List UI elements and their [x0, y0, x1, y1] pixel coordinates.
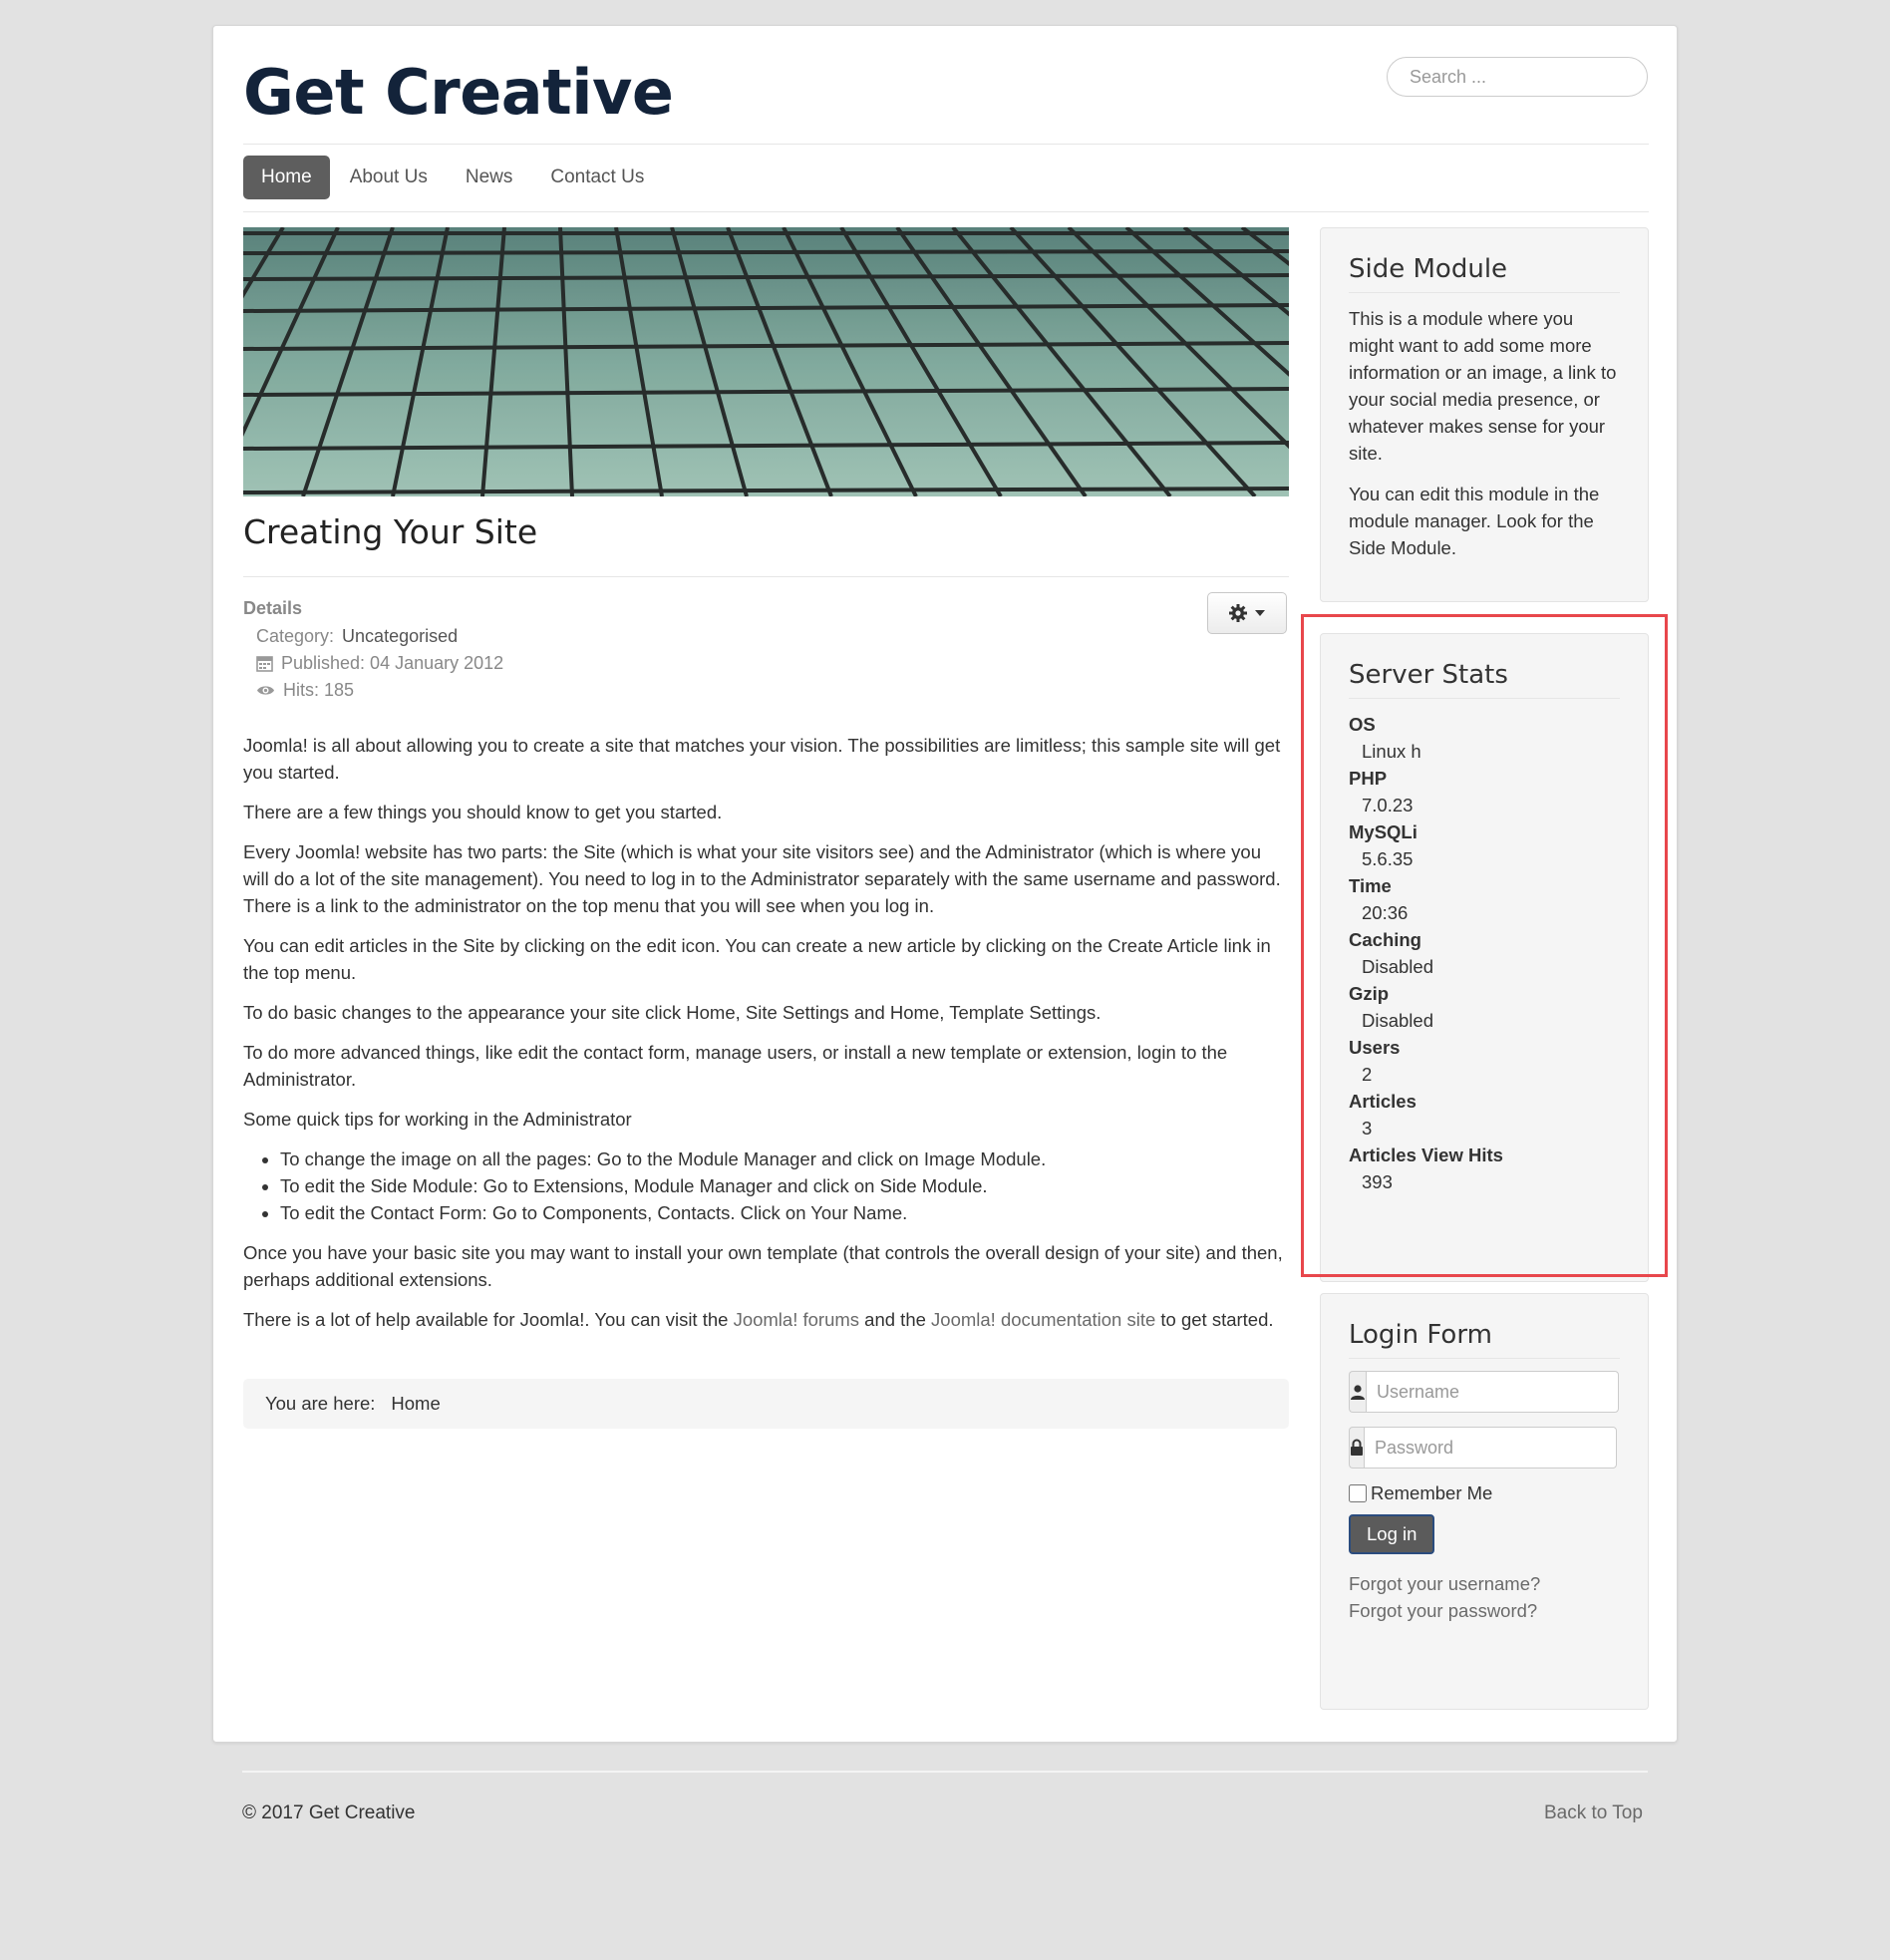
- username-addon: [1349, 1371, 1366, 1413]
- stat-label: Caching: [1349, 929, 1421, 950]
- lock-icon: [1350, 1439, 1364, 1457]
- gear-icon: [1228, 603, 1248, 623]
- password-addon: [1349, 1427, 1364, 1469]
- login-button[interactable]: Log in: [1349, 1514, 1434, 1554]
- user-icon: [1350, 1384, 1366, 1400]
- details-category: [256, 623, 503, 650]
- stat-label: Articles: [1349, 1091, 1417, 1112]
- remember-me-checkbox[interactable]: [1349, 1484, 1367, 1502]
- article-paragraph: You can edit articles in the Site by clicking on the edit icon. You can create a new article by clicking on the Create Article link in the top menu.: [243, 935, 1271, 983]
- nav-item-home[interactable]: Home: [243, 156, 330, 199]
- breadcrumb-current: Home: [391, 1393, 441, 1414]
- text-segment: There is a lot of help available for Joomla!. You can visit the: [243, 1309, 734, 1330]
- nav-divider: [243, 211, 1649, 212]
- remember-me[interactable]: [1349, 1482, 1620, 1504]
- side-module-title: Side Module: [1349, 254, 1620, 293]
- stat-label: Articles View Hits: [1349, 1144, 1503, 1165]
- article-paragraph: Once you have your basic site you may want to install your own template (that controls the overall design of your site) and then, perhaps additional extensions.: [243, 1242, 1283, 1290]
- caret-down-icon: [1254, 609, 1266, 617]
- article-paragraph: [243, 1306, 1289, 1333]
- side-module-text: This is a module where you might want to add some more information or an image, a link to your social media presence, or whatever makes sense for your site.: [1349, 308, 1617, 464]
- details-published: [256, 650, 503, 677]
- login-form-title: Login Form: [1349, 1320, 1620, 1359]
- header-divider: [243, 144, 1649, 145]
- stat-value: 7.0.23: [1362, 795, 1414, 816]
- side-module-text: You can edit this module in the module manager. Look for the Side Module.: [1349, 484, 1600, 558]
- list-item: • To change the image on all the pages: Go to the Module Manager and click on Image Module.: [280, 1145, 1289, 1172]
- joomla-forums-link[interactable]: Joomla! forums: [733, 1309, 860, 1330]
- category-label: Category:: [256, 626, 335, 646]
- stat-value: Disabled: [1362, 956, 1433, 977]
- article-title: Creating Your Site: [243, 512, 538, 551]
- stat-value: 393: [1362, 1171, 1393, 1192]
- tips-list: [243, 1145, 1289, 1226]
- username-group: [1349, 1371, 1608, 1413]
- stat-value: Disabled: [1362, 1010, 1433, 1031]
- side-module: [1320, 227, 1649, 602]
- text-segment: and the: [859, 1309, 932, 1330]
- article-paragraph: There are a few things you should know to get you started.: [243, 802, 723, 822]
- stat-label: Time: [1349, 875, 1392, 896]
- forgot-password-link[interactable]: Forgot your password?: [1349, 1600, 1538, 1621]
- details-hits: [256, 677, 503, 704]
- page-container: [212, 25, 1678, 1743]
- eye-icon: [256, 684, 275, 697]
- article-paragraph: Some quick tips for working in the Administrator: [243, 1109, 632, 1130]
- nav-item-news[interactable]: News: [465, 166, 513, 187]
- stat-value: 3: [1362, 1118, 1373, 1139]
- details-heading: Details: [243, 598, 303, 618]
- published-date: Published: 04 January 2012: [281, 653, 504, 673]
- username-input[interactable]: [1366, 1371, 1619, 1413]
- banner-grid-graphic: [243, 227, 1289, 496]
- stat-label: Users: [1349, 1037, 1401, 1058]
- login-form-module: [1320, 1293, 1649, 1710]
- password-group: [1349, 1427, 1608, 1469]
- hits-count: Hits: 185: [283, 680, 355, 700]
- footer-divider: [242, 1771, 1648, 1773]
- list-item: • To edit the Contact Form: Go to Components, Contacts. Click on Your Name.: [280, 1199, 1289, 1226]
- remember-me-label: Remember Me: [1371, 1482, 1493, 1503]
- article-body: [243, 732, 1289, 1346]
- list-item: • To edit the Side Module: Go to Extensions, Module Manager and click on Side Module.: [280, 1172, 1289, 1199]
- article-paragraph: To do basic changes to the appearance your site click Home, Site Settings and Home, Template Settings.: [243, 1002, 1102, 1023]
- nav-item-about-us[interactable]: About Us: [349, 166, 428, 187]
- stat-label: OS: [1349, 714, 1376, 735]
- server-stats-list: [1349, 711, 1620, 1195]
- back-to-top-link[interactable]: Back to Top: [1544, 1802, 1643, 1823]
- server-stats-title: Server Stats: [1349, 660, 1620, 699]
- login-links: [1349, 1570, 1620, 1624]
- stat-value: 2: [1362, 1064, 1373, 1085]
- stat-label: PHP: [1349, 768, 1388, 789]
- password-input[interactable]: [1364, 1427, 1617, 1469]
- main-nav: [243, 156, 664, 199]
- article-title-divider: [243, 576, 1289, 577]
- stat-value: 20:36: [1362, 902, 1409, 923]
- stat-value: 5.6.35: [1362, 848, 1414, 869]
- forgot-username-link[interactable]: Forgot your username?: [1349, 1573, 1541, 1594]
- text-segment: to get started.: [1155, 1309, 1274, 1330]
- breadcrumb-label: You are here:: [265, 1393, 376, 1414]
- stat-label: MySQLi: [1349, 821, 1418, 842]
- breadcrumb: [243, 1379, 1289, 1429]
- calendar-icon: [256, 655, 273, 672]
- category-link[interactable]: Uncategorised: [342, 626, 459, 646]
- article-paragraph: To do more advanced things, like edit the contact form, manage users, or install a new template or extension, login to the Administrator.: [243, 1042, 1228, 1090]
- joomla-docs-link[interactable]: Joomla! documentation site: [931, 1309, 1156, 1330]
- article-details: [243, 598, 503, 704]
- footer-copyright: © 2017 Get Creative: [242, 1802, 416, 1823]
- banner-image: [243, 227, 1289, 496]
- nav-item-contact-us[interactable]: Contact Us: [550, 166, 645, 187]
- site-brand[interactable]: Get Creative: [243, 56, 674, 129]
- article-tools-button[interactable]: [1207, 592, 1287, 634]
- article-paragraph: Every Joomla! website has two parts: the Site (which is what your site visitors see) and the Administrator (which is where you will do a lot of the site management). You need to log in to the Administrator separately with the same username and password. There is a link to the administrator on the top menu that you will see when you log in.: [243, 841, 1281, 916]
- stat-label: Gzip: [1349, 983, 1390, 1004]
- article-paragraph: Joomla! is all about allowing you to create a site that matches your vision. The possibilities are limitless; this sample site will get you started.: [243, 735, 1281, 783]
- stat-value: Linux h: [1362, 741, 1421, 762]
- server-stats-module: [1320, 633, 1649, 1282]
- search-input[interactable]: [1387, 57, 1648, 97]
